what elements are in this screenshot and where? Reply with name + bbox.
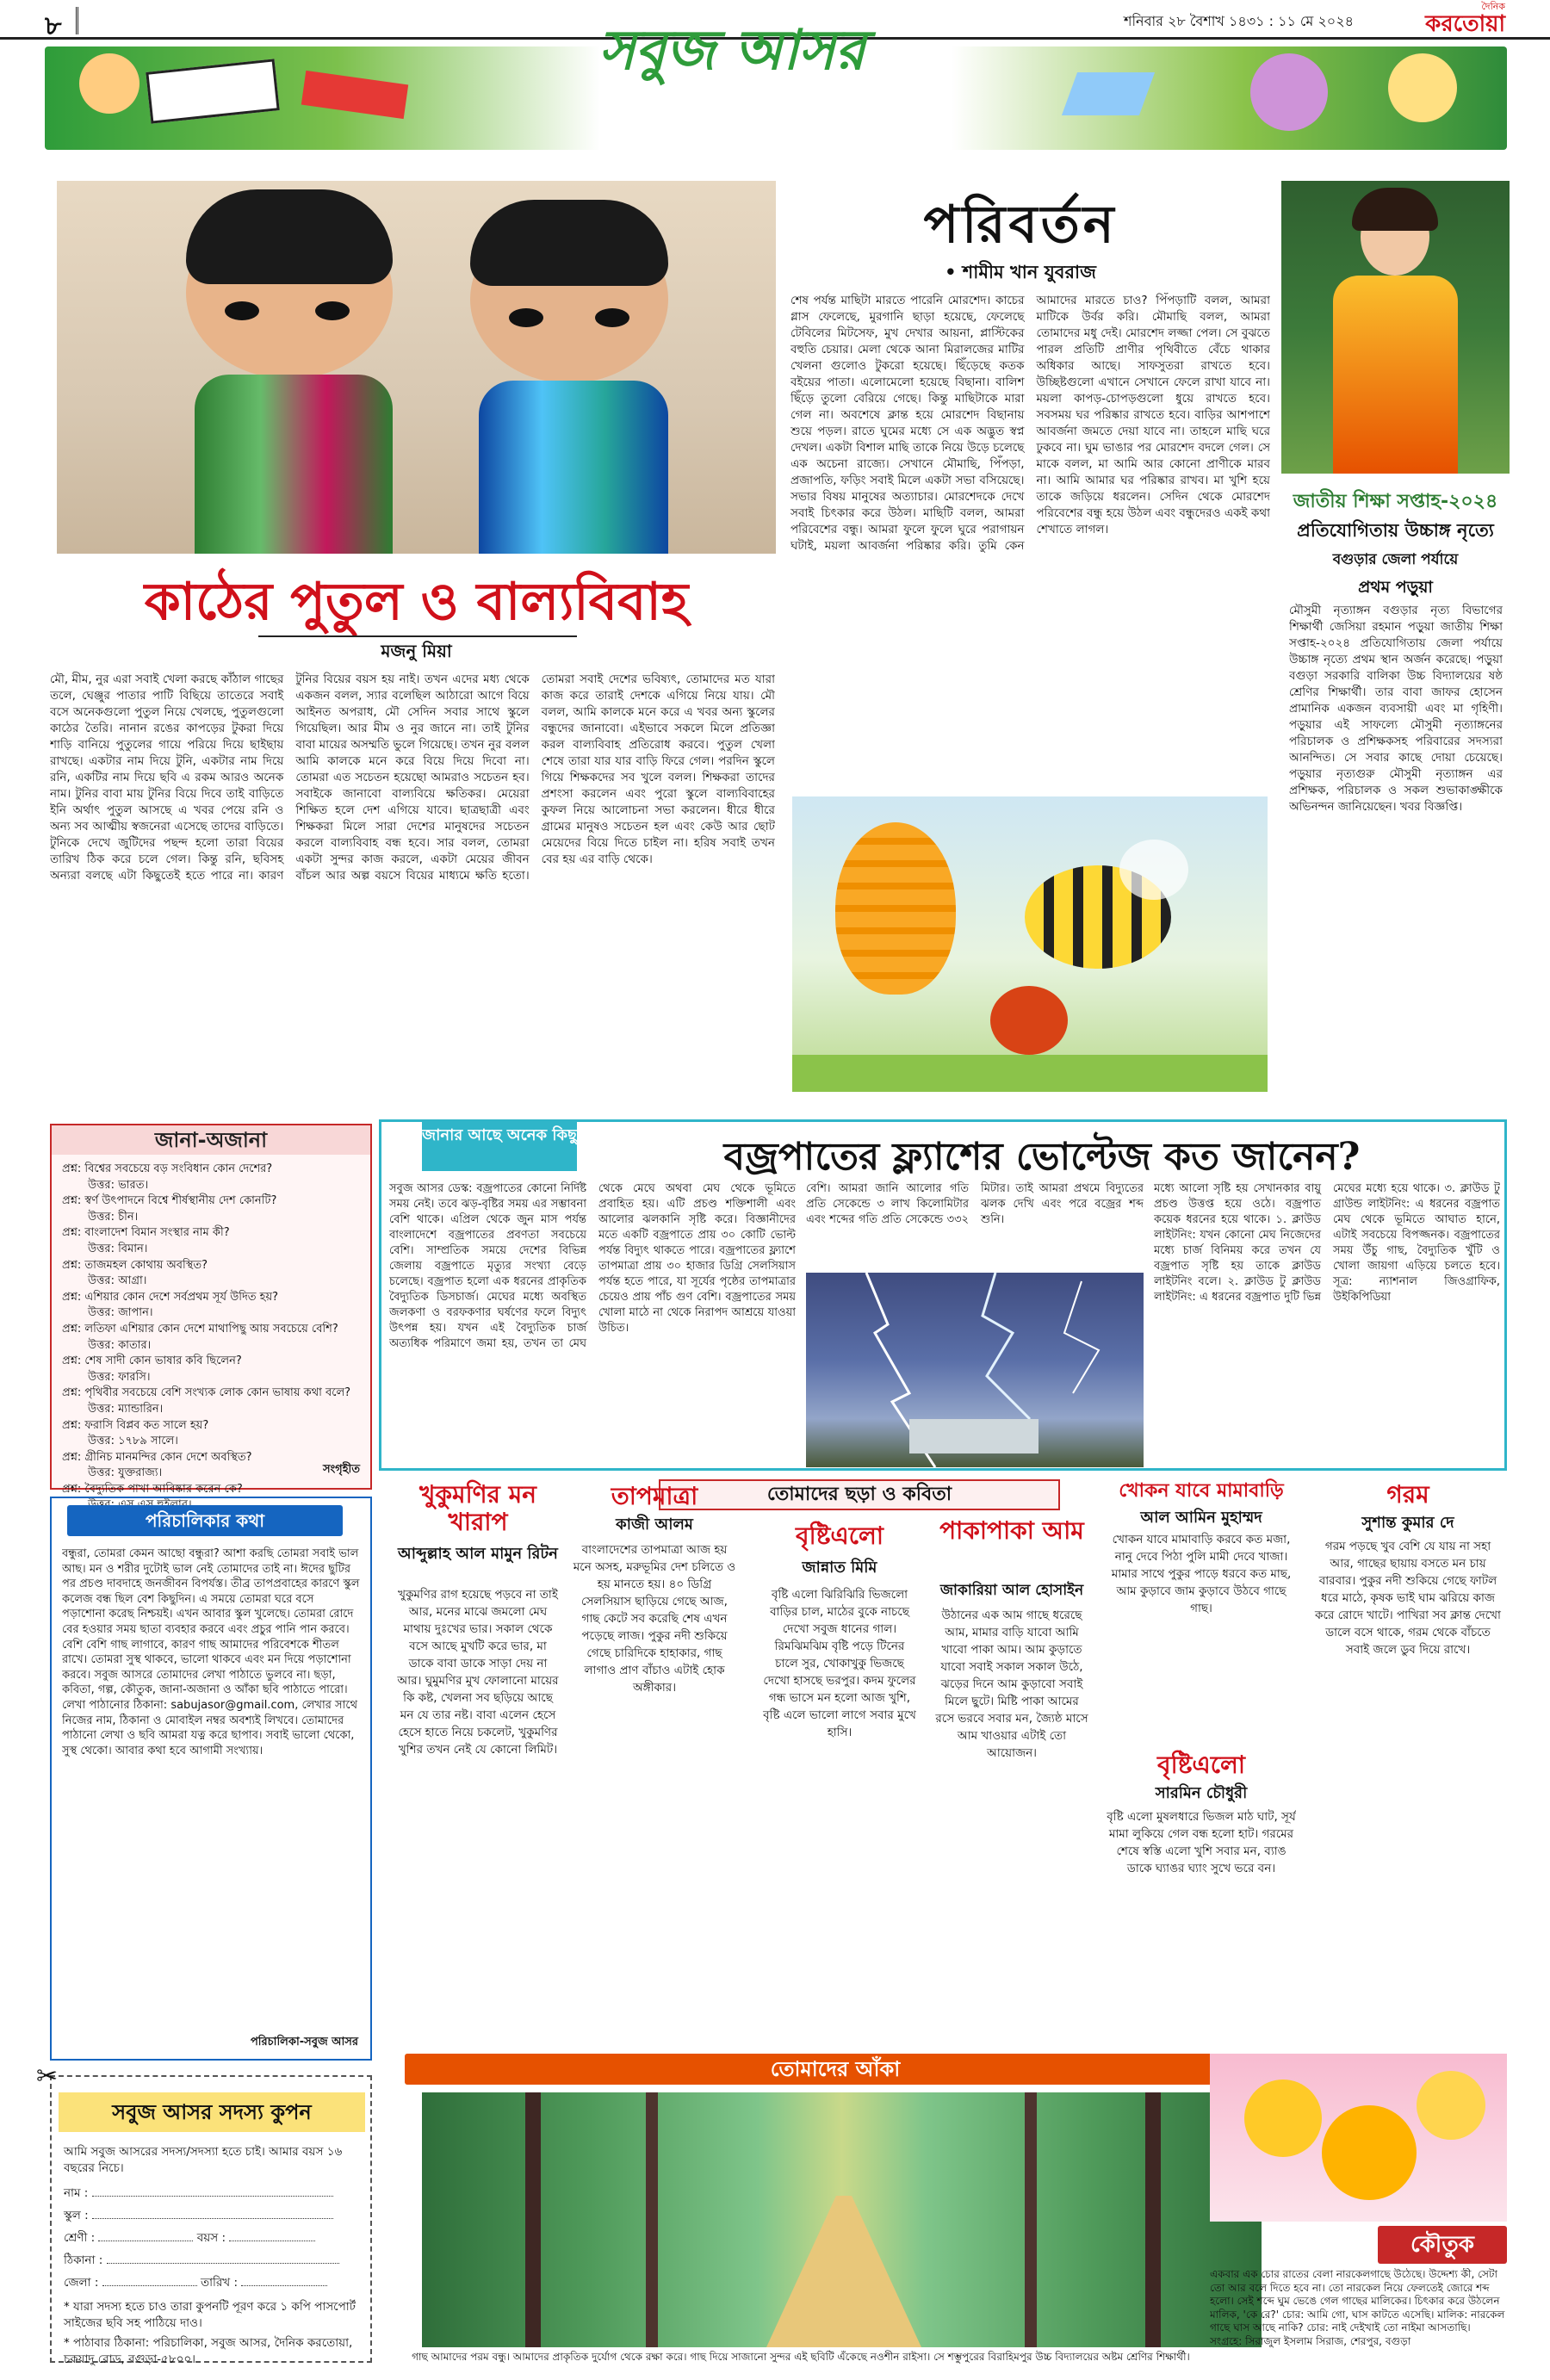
lightning-body-mid: বেশি। আমরা জানি আলোর গতি প্রতি সেকেন্ডে ৩ লাখ কিলোমিটার এবং শব্দের গতি প্রতি সেকেন্ডে ৩৩২ মিটার। তাই আমরা প্রথমে বিদ্যুতের ঝলক দেখি এবং পরে বজ্রের শব্দ শুনি। [806,1182,1144,1226]
jana-ojana-item: উত্তর: ১৭৮৯ সালে। [88,1435,178,1448]
beehive-icon [835,822,956,995]
laughing-emoji-icon [1244,2079,1322,2157]
lightning-tag: জানার আছে অনেক কিছু [422,1119,577,1171]
kid-illustration-icon [1388,53,1457,122]
page-date: শনিবার ২৮ বৈশাখ ১৪৩১ : ১১ মে ২০২৪ [1124,13,1354,29]
article-body-dolls: মৌ, মীম, নুর এরা সবাই খেলা করছে কাঁঠাল গাছের তলে, ঘেঞ্জুর পাতার পাটি বিছিয়ে তাতেরে সবাই বসে অনেকগুলো পুতুল নিয়ে খেলছে, পুতুলগুলো কাঠের তৈরি। নানান রঙের কাপড়ের টুকরা দিয়ে শাড়ি বানিয়ে পুতুলের গায়ে পরিয়ে দিয়ে ছাইছায় রাখছে। একটার নাম দিয়ে টুনি, একটার নাম দিয়ে রনি, একটির নাম দিয়ে ছবি এ রকম আরও অনেক নাম। টুনির বাবা মায় টুনির বিয়ে দিবে তাই বাড়িতে ইনি অর্থাৎ পুতুল আসছে এ খবর পেয়ে রনি ও অন্য সব আত্মীয় স্বজনেরা এসেছে তাদের বাড়িতে। টুনিকে দেখে জুটিদের পছন্দ হলো তারা বিয়ের তারিখ ঠিক করে চলে গেল। কিন্তু রনি, ছবিসহ অন্যরা বলছে এটা কিছুতেই হতে পারে না। কারণ টুনির বিয়ের বয়স হয় নাই। তখন এদের মধ্য থেকে একজন বলল, স্যার বলেছিল আঠারো আগে বিয়ে আইনত অপরাধ, মৌ সেদিন সবার সাথে স্কুলে গিয়েছিল। আর মীম ও নুর জানে না। তাই টুনির বাবা মায়ের অসম্মতি ভুলে গিয়েছে। তখন নুর বলল আমি কালকে মনে করে বিয়ে দিয়ে দিবো না। তোমরা এত সচেতন হয়েছো আমরাও সচেতন হব। সবাইকে জানাবো বাল্যবিয়ে ক্ষতিকর। মেয়েরা শিক্ষিত হলে দেশ এগিয়ে যাবে। ছাত্রছাত্রী এবং শিক্ষকরা মিলে সারা দেশের মানুষদের সচেতন করলে বাল্যবিবাহ বন্ধ হবে। সার বলল, তোমরা একটা সুন্দর কাজ করলে, একটা মেয়ের জীবন বাঁচল আর অল্প বয়সে বিয়ের মাধ্যমে ক্ষতি হতো। তোমরা সবাই দেশের ভবিষ্যৎ, তোমাদের মত যারা কাজ করে তারাই দেশকে এগিয়ে নিয়ে যায়। মৌ বলল, আমি কালকে মনে করে এ খবর অন্য স্কুলের বন্ধুদের জানাবো। এইভাবে সকলে মিলে প্রতিজ্ঞা করল বাল্যবিবাহ প্রতিরোধ করবে। পুতুল খেলা শেষে তারা যার যার বাড়ি ফিরে গেল। পরদিন স্কুলে গিয়ে শিক্ষকদের সব খুলে বলল। শিক্ষকরা তাদের প্রশংসা করলেন এবং পুরো স্কুলে বাল্যবিবাহের কুফল নিয়ে আলোচনা সভা করলেন। ধীরে ধীরে গ্রামের মানুষও সচেতন হল এবং কেউ আর ছোট মেয়েদের বিয়ে দিতে চাইল না। হরিষ সবাই তখন বের হয় এর বাড়ি থেকে। [50,672,775,883]
poem-title-1: তাপমাত্রা [611,1482,698,1510]
coupon-field-class[interactable]: শ্রেণী : বয়স : [64,2227,362,2249]
tree-trunk-icon [525,2092,541,2347]
emoji-illustration [1210,2054,1507,2222]
joke-title: কৌতুক [1378,2226,1507,2264]
coupon-field-address[interactable]: ঠিকানা : [64,2249,362,2272]
doll-body-icon [195,375,393,554]
ant-icon [990,986,1068,1055]
jana-ojana-box [50,1124,372,1496]
jana-ojana-item: উত্তর: ফারসি। [88,1370,151,1384]
poem-title-5: বৃষ্টিএলো [1157,1751,1245,1779]
drawing-caption: গাছ আমাদের পরম বন্ধু। আমাদের প্রাকৃতিক দুর্যোগ থেকে রক্ষা করে। গাছ দিয়ে সাজানো সুন্দর এই ছবিটি এঁকেছে নওশীন রাইসা। সে শম্ভুপুরের বিরাহিমপুর উচ্চ বিদ্যালয়ের অষ্টম শ্রেণির শিক্ষার্থী। [412,2351,1190,2363]
jana-ojana-title: জানা-অজানা [52,1125,370,1155]
logo-small: দৈনিক [1481,1,1505,12]
poem-body-5: বৃষ্টি এলো মুষলধারে ভিজল মাঠ ঘাট, সূর্য মামা লুকিয়ে গেল বন্ধ হলো হাট। গরমের শেষে স্বস্তি এলো খুশি সবার মন, ব্যাঙ ডাকে ঘ্যাঙর ঘ্যাং সুখে ভরে বন। [1107,1810,1296,1875]
dancer-heading-4: প্রথম পড়ুয়া [1358,578,1433,597]
poem-author-3: জাকারিয়া আল হোসাইন [939,1582,1084,1599]
jana-ojana-item: প্রশ্ন: তাজমহল কোথায় অবস্থিত? [62,1258,208,1272]
poem-title-2: বৃষ্টিএলো [796,1522,884,1550]
dress-icon [1333,276,1458,474]
dancer-heading-3: বগুড়ার জেলা পর্যায়ে [1332,551,1459,568]
poem-author-5: সারমিন চৌধুরী [1155,1784,1248,1802]
path-icon [766,2196,921,2347]
kite-illustration-icon [146,59,279,123]
jana-ojana-item: উত্তর: জাপান। [88,1306,153,1320]
poem-author-0: আব্দুল্লাহ আল মামুন রিটন [398,1545,558,1563]
lightning-headline: বজ্রপাতের ফ্ল্যাশের ভোল্টেজ কত জানেন? [723,1135,1361,1179]
tree-trunk-icon [1025,2092,1037,2347]
doll-body-icon [479,381,668,554]
jana-ojana-item: প্রশ্ন: বৈদ্যুতিক পাখা আবিষ্কার করেন কে? [62,1482,243,1496]
dancer-body: মৌসুমী নৃত্যাঙ্গন বগুড়ার নৃত্য বিভাগের শিক্ষার্থী জেসিয়া রহমান পড়ুয়া জাতীয় শিক্ষা সপ্তাহ-২০২৪ প্রতিযোগিতায় জেলা পর্যায়ে উচ্চাঙ্গ নৃত্যে প্রথম স্থান অর্জন করেছে। পড়ুয়া বগুড়া সরকারি বালিকা উচ্চ বিদ্যালয়ের ষষ্ঠ শ্রেণির শিক্ষার্থী। তার বাবা জাফর হোসেন প্রামানিক একজন ব্যবসায়ী এবং মা গৃহিণী। পড়ুয়ার এই সাফল্যে মৌসুমী নৃত্যাঙ্গনের পরিচালক ও প্রশিক্ষকসহ পরিবারের সদস্যরা আনন্দিত। সে সবার কাছে দোয়া চেয়েছে। পড়ুয়ার নৃত্যগুরু মৌসুমী নৃত্যাঙ্গন এর প্রশিক্ষক, পরিচালক ও সকল শুভাকাঙ্ক্ষীকে অভিনন্দন জানিয়েছেন। খবর বিজ্ঞপ্তি। [1289,604,1503,814]
editor-note-body: বন্ধুরা, তোমরা কেমন আছো বন্ধুরা? আশা করছি তোমরা সবাই ভাল আছ। মন ও শরীর দুটোই ভাল নেই তোমাদের তাই না। ঈদের ছুটির পর প্রচণ্ড দাবদাহে জনজীবন বিপর্যস্ত। তীব্র তাপপ্রবাহের কারণে স্কুল কলেজ বন্ধ ছিল বেশ কিছুদিন। এ সময়ে তোমরা ঘরে বসে পড়াশোনা করেছ নিশ্চয়ই। এখন আবার স্কুল খুলেছে। তোমরা রোদে বের হওয়ার সময় ছাতা ব্যবহার করবে এবং প্রচুর পানি পান করবে। বেশি বেশি গাছ লাগাবে, কারণ গাছ আমাদের পরিবেশকে শীতল রাখে। তোমরা সুস্থ থাকবে, ভালো থাকবে এবং মন দিয়ে পড়াশোনা করবে। সবুজ আসরে তোমাদের লেখা পাঠাতে ভুলবে না। ছড়া, কবিতা, গল্প, কৌতুক, জানা-অজানা ও আঁকা ছবি পাঠাতে পারো। লেখা পাঠানোর ঠিকানা: sabujasor@gmail.com, লেখার সাথে নিজের নাম, ঠিকানা ও মোবাইল নম্বর অবশ্যই লিখবে। তোমাদের পাঠানো লেখা ও ছবি আমরা যত্ন করে ছাপাব। সবাই ভালো থেকো, সুস্থ থেকো। আবার কথা হবে আগামী সংখ্যায়। [62,1547,360,1757]
jana-ojana-item: উত্তর: আগ্রা। [88,1274,147,1288]
poem-title-0: খুকুমণির মন খারাপ [419,1480,536,1536]
headline-dolls: কাঠের পুতুল ও বাল্যবিবাহ [144,572,689,632]
paper-plane-icon [1062,72,1155,115]
byline-dolls: মজনু মিয়া [381,641,452,661]
editor-note-signature: পরিচালিকা-সবুজ আসর [250,2036,358,2048]
jana-ojana-item: উত্তর: কাতার। [88,1338,152,1352]
newspaper-logo [1367,2,1505,36]
article-body-poriborton: শেষ পর্যন্ত মাছিটা মারতে পারেনি মোরশেদ। কাচের গ্লাস ফেলেছে, মুরগানি ছাড়া হয়েছে, ফেলেছে টেবিলের মিটসেফ, মুখ দেখার আয়না, প্লাস্টিকের বহুতি চেয়ার। মেলা থেকে আনা মিরালজের মাটির খেলনা গুলোও টুকরো হয়েছে। ছিঁড়েছে কতক বইয়ের পাতা। এলোমেলো হয়েছে বিছানা। বালিশ ছিঁড়ে তুলো বেরিয়ে গেছে। কিন্তু মাছিটাকে মারা গেল না। অবশেষে ক্লান্ত হয়ে মোরশেদ বিছানায় শুয়ে পড়ল। রাতে ঘুমের মধ্যে সে এক অদ্ভুত স্বপ্ন দেখল। একটা বিশাল মাছি তাকে নিয়ে উড়ে চলেছে এক অচেনা রাজ্যে। সেখানে মৌমাছি, পিঁপড়া, প্রজাপতি, ফড়িং সবাই মিলে একটা সভা বসিয়েছে। সভার বিষয় মানুষের অত্যাচার। মোরশেদকে দেখে সবাই চিৎকার করে উঠল। মাছিটি বলল, আমরা পরিবেশের বন্ধু। আমরা ফুলে ফুলে ঘুরে পরাগায়ন ঘটাই, ময়লা আবর্জনা পরিষ্কার করি। তুমি কেন আমাদের মারতে চাও? পিঁপড়াটি বলল, আমরা মাটিকে উর্বর করি। মৌমাছি বলল, আমরা তোমাদের মধু দেই। মোরশেদ লজ্জা পেল। সে বুঝতে পারল প্রতিটি প্রাণীর পৃথিবীতে বেঁচে থাকার অধিকার আছে। সাফসুতরা রাখতে হবে। উচ্ছিষ্টগুলো এখানে সেখানে ফেলে রাখা যাবে না। ময়লা কাপড়-চোপড়গুলো ধুয়ে রাখতে হবে। সবসময় ঘর পরিষ্কার রাখতে হবে। বাড়ির আশপাশে আবর্জনা জমতে দেয়া যাবে না। তাহলে মাছি ঘরে ঢুকবে না। ঘুম ভাঙার পর মোরশেদ বদলে গেল। সে মাকে বলল, মা আমি আর কোনো প্রাণীকে মারব না। আমি আমার ঘর পরিষ্কার রাখব। মা খুশি হয়ে তাকে জড়িয়ে ধরলেন। সেদিন থেকে মোরশেদ পরিবেশের বন্ধু হয়ে উঠল এবং বন্ধুদেরও একই কথা শেখাতে লাগল। [790,294,1270,553]
jana-ojana-source: সংগৃহীত [322,1463,360,1476]
jana-ojana-item: উত্তর: ভারত। [88,1178,149,1192]
editor-note-title: পরিচালিকার কথা [67,1505,343,1536]
lightning-body-right: মধ্যে আলো সৃষ্টি হয় সেখানকার বায়ু প্রচণ্ড উত্তপ্ত হয়ে ওঠে। বজ্রপাত কয়েক ধরনের হয়ে থাকে। ১. ক্লাউড লাইটনিং: যখন কোনো মেঘ নিজেদের মধ্যে চার্জ বিনিময় করে তখন যে বজ্রপাত সৃষ্টি হয় তাকে ক্লাউড লাইটনিং বলে। ২. ক্লাউড টু ক্লাউড লাইটনিং: এ ধরনের বজ্রপাত দুটি ভিন্ন মেঘের মধ্যে হয়ে থাকে। ৩. ক্লাউড টু গ্রাউন্ড লাইটনিং: এ ধরনের বজ্রপাত মেঘ থেকে ভূমিতে আঘাত হানে, এটাই সবচেয়ে বিপজ্জনক। বজ্রপাতের সময় উঁচু গাছ, বৈদ্যুতিক খুঁটি ও খোলা জায়গা এড়িয়ে চলতে হবে। সূত্র: ন্যাশনাল জিওগ্রাফিক, উইকিপিডিয়া [1154,1182,1500,1304]
jana-ojana-item: উত্তর: ম্যান্ডারিন। [88,1402,164,1416]
banner-title: সবুজ আসর [598,18,865,83]
jana-ojana-item: উত্তর: যুক্তরাজ্য। [88,1466,163,1480]
dancer-photo [1281,181,1510,474]
jana-ojana-item: প্রশ্ন: শেষ সাদী কোন ভাষার কবি ছিলেন? [62,1354,242,1368]
poem-author-2: জান্নাত মিমি [802,1559,877,1577]
poem-author-6: সুশান্ত কুমার দে [1361,1514,1454,1532]
divider [76,7,79,34]
coupon-intro: আমি সবুজ আসরের সদস্য/সদস্যা হতে চাই। আমার বয়স ১৬ বছরের নিচে। [64,2145,343,2175]
poem-title-3: পাকাপাকা আম [939,1516,1084,1545]
jana-ojana-item: প্রশ্ন: স্বর্ণ উৎপাদনে বিশ্বে শীর্ষস্থানীয় দেশ কোনটি? [62,1194,277,1208]
jana-ojana-item: প্রশ্ন: ফরাসি বিপ্লব কত সালে হয়? [62,1418,209,1432]
bee-wing-icon [1119,840,1188,900]
poem-body-3: উঠানের এক আম গাছে ধরেছে আম, মামার বাড়ি যাবো আমি খাবো পাকা আম। আম কুড়াতে যাবো সবাই সকাল সকাল উঠে, ঝড়ের দিনে আম কুড়াবো সবাই মিলে ছুটে। মিষ্টি পাকা আমের রসে ভরবে সবার মন, জ্যৈষ্ঠ মাসে আম খাওয়ার এটাই তো আয়োজন। [935,1608,1088,1760]
poem-body-6: গরম পড়ছে খুব বেশি যে যায় না সহা আর, গাছের ছায়ায় বসতে মন চায় বারবার। পুকুর নদী শুকিয়ে গেছে ফাটল ধরে মাঠে, কৃষক ভাই ঘাম ঝরিয়ে কাজ করে রোদে খাটে। পাখিরা সব ক্লান্ত দেখো ডালে বসে থাকে, গরম থেকে বাঁচতে সবাই জলে ডুব দিয়ে রাখে। [1315,1540,1501,1657]
bee-ant-illustration [792,796,1268,1092]
page-number: ৮ [45,11,62,41]
coupon-field-name[interactable]: নাম : [64,2182,362,2204]
scissors-icon: ✂ [36,2061,59,2092]
jana-ojana-item: প্রশ্ন: বিশ্বের সবচেয়ে বড় সংবিধান কোন দেশের? [62,1162,273,1175]
jana-ojana-item: উত্তর: বিমান। [88,1242,148,1255]
laughing-emoji-icon [1417,2071,1485,2140]
poem-body-2: বৃষ্টি এলো ঝিরিঝিরি ভিজলো বাড়ির চাল, মাঠের বুকে নাচছে দেখো সবুজ ধানের গাল। রিমঝিমঝিম বৃষ্টি পড়ে টিনের চালে সুর, খোকাখুকু ভিজছে দেখো হাসছে ভরপুর। কদম ফুলের গন্ধ ভাসে মন হলো আজ খুশি, বৃষ্টি এলে ভালো লাগে সবার মুখে হাসি। [763,1588,916,1739]
headline-poriborton: পরিবর্তন [923,195,1118,255]
byline-poriborton: • শামীম খান যুবরাজ [945,262,1096,282]
jana-ojana-item: উত্তর: চীন। [88,1210,139,1224]
coupon-field-district[interactable]: জেলা : তারিখ : [64,2272,362,2294]
jana-ojana-item: প্রশ্ন: লতিফা এশিয়ার কোন দেশে মাথাপিছু আয় সবচেয়ে বেশি? [62,1322,338,1336]
jana-ojana-item: প্রশ্ন: এশিয়ার কোন দেশে সর্বপ্রথম সূর্য উদিত হয়? [62,1290,279,1304]
dancer-heading-1: জাতীয় শিক্ষা সপ্তাহ-২০২৪ [1293,491,1498,512]
poem-title-6: গরম [1386,1480,1429,1509]
joke-body: একবার এক চোর রাতের বেলা নারকেলগাছে উঠেছে। উদ্দেশ্য কী, সেটা তো আর বলে দিতে হবে না। তো নারকেল নিয়ে ফেলতেই জোরে শব্দ হলো। সেই শব্দে ঘুম ভেঙে গেল গাছের মালিকের। চিৎকার করে উঠলেন মালিক, 'কে রে?' চোর: আমি গো, ঘাস কাটতে এসেছি। মালিক: নারকেল গাছে ঘাস আছে নাকি? চোর: নাই দেইখাই তো নাইমা আসতাছি। সংগ্রহে: সিরাজুল ইসলাম সিরাজ, শেরপুর, বগুড়া [1210,2268,1505,2347]
jana-ojana-item: প্রশ্ন: বাংলাদেশ বিমান সংস্থার নাম কী? [62,1226,230,1240]
coupon-title: সবুজ আসর সদস্য কুপন [59,2092,365,2132]
coupon-note: * যারা সদস্য হতে চাও তারা কুপনটি পূরণ করে ১ কপি পাসপোর্ট সাইজের ছবি সহ পাঠিয়ে দাও। [64,2300,356,2330]
jana-ojana-list [62,1162,363,1514]
jana-ojana-item: প্রশ্ন: পৃথিবীর সবচেয়ে বেশি সংখ্যক লোক কোন ভাষায় কথা বলে? [62,1386,351,1400]
poem-author-1: কাজী আলম [616,1515,693,1534]
tree-trunk-icon [646,2092,658,2347]
drawing-banner: তোমাদের আঁকা [405,2054,1266,2085]
dancer-heading-2: প্রতিযোগিতায় উচ্চাঙ্গ নৃত্যে [1297,520,1494,541]
kid-illustration-icon [79,53,140,114]
kid-illustration-icon [1250,53,1328,131]
lightning-photo [806,1273,1144,1467]
poem-body-4: খোকন যাবে মামাবাড়ি করবে কত মজা, নানু দেবে পিঠা পুলি মামী দেবে খাজা। মামার সাথে পুকুর পাড়ে ধরবে কত মাছ, আম কুড়াবে জাম কুড়াবে উঠবে গাছে গাছ। [1111,1533,1292,1615]
poem-body-1: বাংলাদেশের তাপমাত্রা আজ হয় মনে অসহ, মরুভূমির দেশ চলিতে ও হয় মানতে হয়। ৪০ ডিগ্রি সেলসিয়াস ছাড়িয়ে গেছে আজ, গাছ কেটে সব করেছি শেষ এখন পড়েছে লাজ। পুকুর নদী শুকিয়ে গেছে চারিদিকে হাহাকার, গাছ লাগাও প্রাণ বাঁচাও এটাই হোক অঙ্গীকার। [573,1543,736,1695]
doll-hair-icon [470,200,668,286]
poem-body-0: খুকুমণির রাগ হয়েছে পড়বে না তাই আর, মনের মাঝে জমলো মেঘ মাথায় দুঃখের ভার। সকাল থেকে বসে আছে মুখটি করে ভার, মা ডাকে বাবা ডাকে সাড়া দেয় না আর। ঘুমুমণির মুখ ফোলানো মায়ের কি কষ্ট, খেলনা সব ছড়িয়ে আছে মন যে তার নষ্ট। বাবা এলেন হেসে হেসে হাতে নিয়ে চকলেট, খুকুমণির খুশির তখন নেই যে কোনো লিমিট। [397,1588,559,1757]
lightning-body-left: সবুজ আসর ডেস্ক: বজ্রপাতের কোনো নির্দিষ্ট সময় নেই। তবে ঝড়-বৃষ্টির সময় এর সম্ভাবনা বেশি থাকে। এপ্রিল থেকে জুন মাস পর্যন্ত বাংলাদেশে বজ্রপাতের প্রবণতা সবচেয়ে বেশি। সাম্প্রতিক সময়ে দেশের বিভিন্ন জেলায় বজ্রপাতে মৃত্যুর সংখ্যা বেড়ে চলেছে। বজ্রপাত হলো এক ধরনের প্রাকৃতিক বৈদ্যুতিক ডিসচার্জ। মেঘের মধ্যে অবস্থিত জলকণা ও বরফকণার ঘর্ষণের ফলে বিদ্যুৎ উৎপন্ন হয়। যখন এই বৈদ্যুতিক চার্জ অত্যধিক পরিমাণে জমা হয়, তখন তা মেঘ থেকে মেঘে অথবা মেঘ থেকে ভূমিতে প্রবাহিত হয়। এটি প্রচণ্ড শক্তিশালী এবং আলোর ঝলকানি সৃষ্টি করে। বিজ্ঞানীদের মতে একটি বজ্রপাতে প্রায় ৩০ কোটি ভোল্ট পর্যন্ত বিদ্যুৎ থাকতে পারে। বজ্রপাতের ফ্ল্যাশে তাপমাত্রা প্রায় ৩০ হাজার ডিগ্রি সেলসিয়াস পর্যন্ত হতে পারে, যা সূর্যের পৃষ্ঠের তাপমাত্রার চেয়েও প্রায় পাঁচ গুণ বেশি। বজ্রপাতের সময় খোলা মাঠে না থেকে নিরাপদ আশ্রয়ে যাওয়া উচিত। [389,1182,796,1350]
laughing-emoji-icon [1322,2105,1417,2200]
lightning-bolt-icon [806,1273,1144,1467]
doll-hair-icon [186,189,393,284]
coupon-field-school[interactable]: স্কুল : [64,2204,362,2227]
poem-title-4: খোকন যাবে মামাবাড়ি [1119,1480,1284,1502]
tree-trunk-icon [1145,2092,1161,2347]
coupon-body [64,2144,362,2368]
membership-coupon [36,2061,372,2366]
coupon-address: * পাঠাবার ঠিকানা: পরিচালিকা, সবুজ আসর, দৈনিক করতোয়া, চকযাদু রোড, বগুড়া-৫৮০০। [64,2336,353,2366]
poem-author-4: আল আমিন মুহাম্মদ [1140,1509,1262,1527]
logo-big: করতোয়া [1425,11,1505,37]
jana-ojana-item: প্রশ্ন: গ্রীনিচ মানমন্দির কোন দেশে অবস্থিত? [62,1450,252,1464]
banner-flag-icon [301,71,408,119]
forest-painting [422,2092,1262,2347]
editor-note-box [50,1497,372,2061]
poems-banner: তোমাদের ছড়া ও কবিতা [659,1479,1060,1510]
dolls-photo [57,181,776,554]
